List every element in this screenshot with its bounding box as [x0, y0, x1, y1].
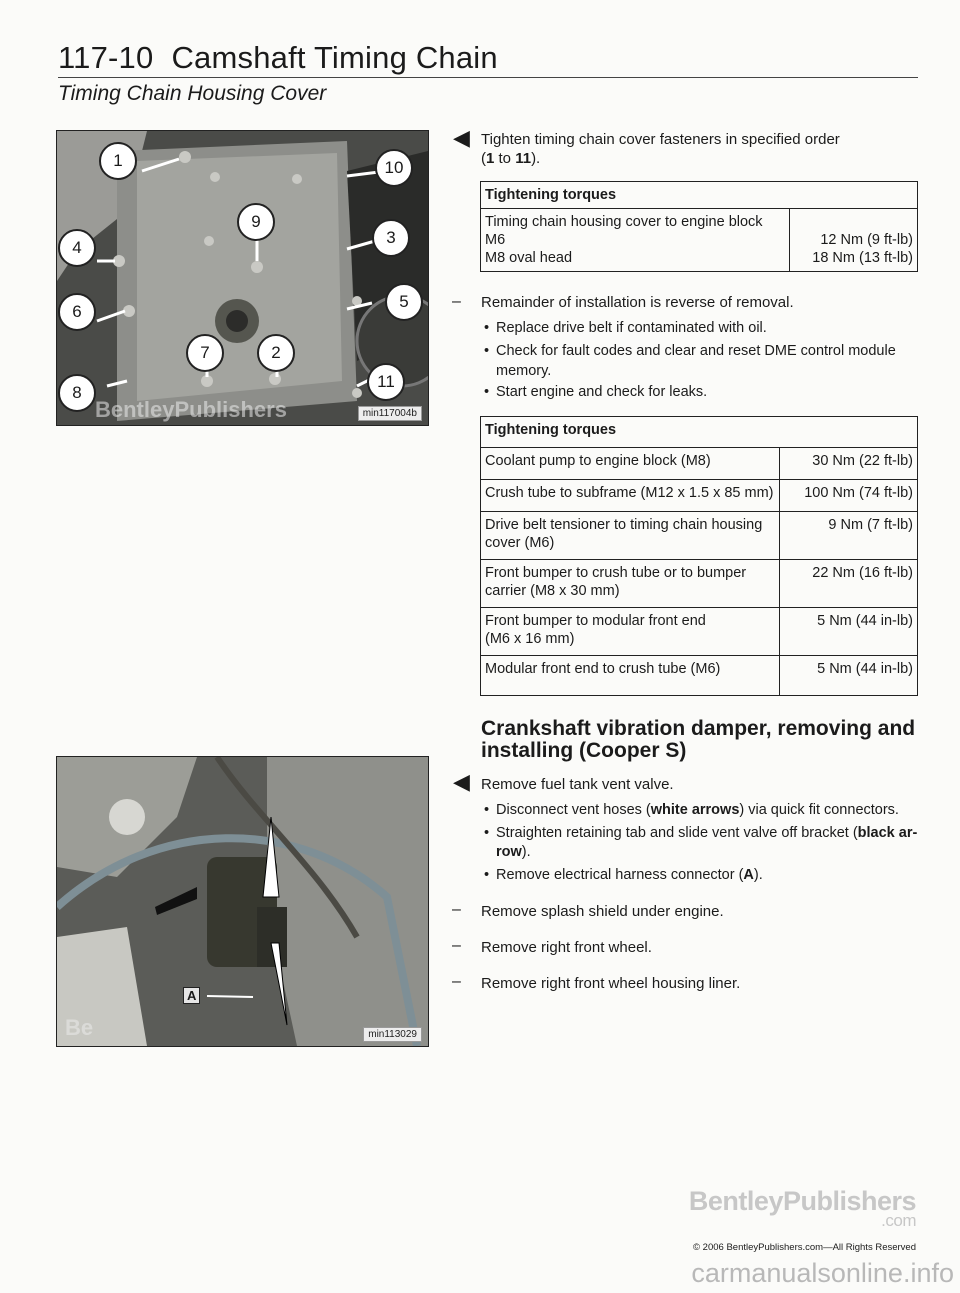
- photo-watermark: BentleyPublishers: [95, 397, 287, 422]
- row-sublabel: M8 oval head: [485, 250, 573, 266]
- list-item: • Start engine and check for leaks.: [496, 383, 707, 402]
- text: ).: [521, 844, 531, 860]
- site-watermark: carmanualsonline.info: [691, 1258, 954, 1288]
- text: ).: [753, 867, 763, 883]
- table-header: Tightening torques: [481, 182, 918, 209]
- row-value: 18 Nm (13 ft-lb): [812, 250, 913, 266]
- list-item: [496, 824, 921, 862]
- text: ) via quick fit connectors.: [739, 802, 899, 818]
- text-bold: row: [496, 844, 522, 860]
- text-bold: A: [743, 867, 754, 883]
- callout-9: 9: [237, 203, 275, 241]
- left-pointing-triangle-icon: ◀︎: [453, 125, 470, 150]
- row-label: (M6 x 16 mm): [485, 631, 575, 647]
- table-row-label: [481, 560, 780, 608]
- logo-text: BentleyPublishers: [688, 1186, 916, 1216]
- callout-5: 5: [385, 283, 423, 321]
- callout-3: 3: [372, 219, 410, 257]
- row-label: Coolant pump to engine block (M8): [485, 453, 711, 469]
- row-sublabel: M6: [485, 232, 506, 248]
- step-tighten-fasteners: [481, 130, 921, 168]
- callout-2: 2: [257, 334, 295, 372]
- publisher-logo: [689, 1186, 916, 1231]
- list-item: • Check for fault codes and clear and reset DME control module: [496, 342, 896, 361]
- subsection-heading: [481, 718, 921, 762]
- header-rule: [58, 77, 918, 78]
- table-row-value: 100 Nm (74 ft-lb): [780, 480, 918, 512]
- table-cell-label: [481, 209, 790, 272]
- dash-marker: –: [452, 973, 461, 990]
- list-item: [496, 801, 899, 820]
- row-value: 12 Nm (9 ft-lb): [820, 232, 913, 248]
- text-bold: white arrows: [650, 802, 740, 818]
- text: Disconnect vent hoses (: [496, 802, 651, 818]
- callout-8: 8: [58, 374, 96, 412]
- step-remove-splash-shield: Remove splash shield under engine.: [481, 903, 724, 920]
- callout-6: 6: [58, 293, 96, 331]
- table-row-label: [481, 480, 780, 512]
- step-remove-wheel: Remove right front wheel.: [481, 939, 652, 956]
- row-label: Front bumper to modular front end: [485, 613, 706, 629]
- row-label: cover (M6): [485, 535, 555, 551]
- figure-id-label: min117004b: [358, 406, 422, 421]
- left-pointing-triangle-icon: ◀︎: [453, 769, 470, 794]
- dash-marker: –: [452, 937, 461, 954]
- chapter-title: Camshaft Timing Chain: [171, 40, 498, 75]
- vent-valve-photo: [56, 756, 429, 1047]
- step-text: (: [481, 150, 486, 167]
- table-row-value: 9 Nm (7 ft-lb): [780, 512, 918, 560]
- torque-table-1: [480, 181, 918, 272]
- text: Remove electrical harness connector (: [496, 867, 744, 883]
- step-remove-vent-valve: Remove fuel tank vent valve.: [481, 776, 674, 793]
- figure-id-label: min113029: [363, 1027, 422, 1042]
- step-text-bold: 11: [515, 150, 532, 167]
- table-row-value: 5 Nm (44 in-lb): [780, 608, 918, 656]
- step-remove-liner: Remove right front wheel housing liner.: [481, 975, 741, 992]
- dash-marker: –: [452, 293, 461, 310]
- text: Straighten retaining tab and slide vent valve off bracket (: [496, 825, 858, 841]
- callout-4: 4: [58, 229, 96, 267]
- table-row-label: [481, 512, 780, 560]
- list-item-continuation: memory.: [496, 363, 552, 379]
- row-label: Timing chain housing cover to engine block: [485, 214, 763, 230]
- row-label: Drive belt tensioner to timing chain housing: [485, 517, 763, 533]
- dash-marker: –: [452, 901, 461, 918]
- step-remainder: Remainder of installation is reverse of removal.: [481, 294, 794, 311]
- table-row-label: [481, 656, 780, 696]
- step-text: ).: [531, 150, 541, 167]
- page-header: [58, 40, 498, 76]
- step-text-bold: 1: [486, 150, 495, 167]
- photo-watermark: Be: [65, 1015, 94, 1040]
- text-bold: black ar-: [857, 825, 918, 841]
- row-label: carrier (M8 x 30 mm): [485, 583, 620, 599]
- step-text: to: [494, 150, 516, 167]
- logo-com: .com: [881, 1211, 916, 1230]
- copyright-notice: © 2006 BentleyPublishers.com—All Rights Reserved: [693, 1242, 916, 1253]
- list-item: [496, 866, 763, 885]
- callout-10: 10: [375, 149, 413, 187]
- callout-11: 11: [367, 363, 405, 401]
- table-row-value: 22 Nm (16 ft-lb): [780, 560, 918, 608]
- table-row-value: 30 Nm (22 ft-lb): [780, 448, 918, 480]
- list-item: • Replace drive belt if contaminated with oil.: [496, 319, 767, 338]
- table-row-label: [481, 608, 780, 656]
- label-a: A: [183, 987, 200, 1004]
- row-label: Crush tube to subframe (M12 x 1.5 x 85 mm): [485, 485, 774, 501]
- section-title: Timing Chain Housing Cover: [58, 82, 327, 105]
- callout-1: 1: [99, 142, 137, 180]
- table-row-value: 5 Nm (44 in-lb): [780, 656, 918, 696]
- torque-table-2: [480, 416, 918, 696]
- callout-7: 7: [186, 334, 224, 372]
- page-number: 117-10: [58, 40, 154, 75]
- heading-line: installing (Cooper S): [481, 739, 687, 762]
- table-cell-value: [790, 209, 918, 272]
- row-label: Modular front end to crush tube (M6): [485, 661, 721, 677]
- table-header: Tightening torques: [481, 417, 918, 448]
- table-row-label: [481, 448, 780, 480]
- heading-line: Crankshaft vibration damper, removing and: [481, 717, 916, 740]
- step-text: Tighten timing chain cover fasteners in specified order: [481, 131, 840, 148]
- row-label: Front bumper to crush tube or to bumper: [485, 565, 747, 581]
